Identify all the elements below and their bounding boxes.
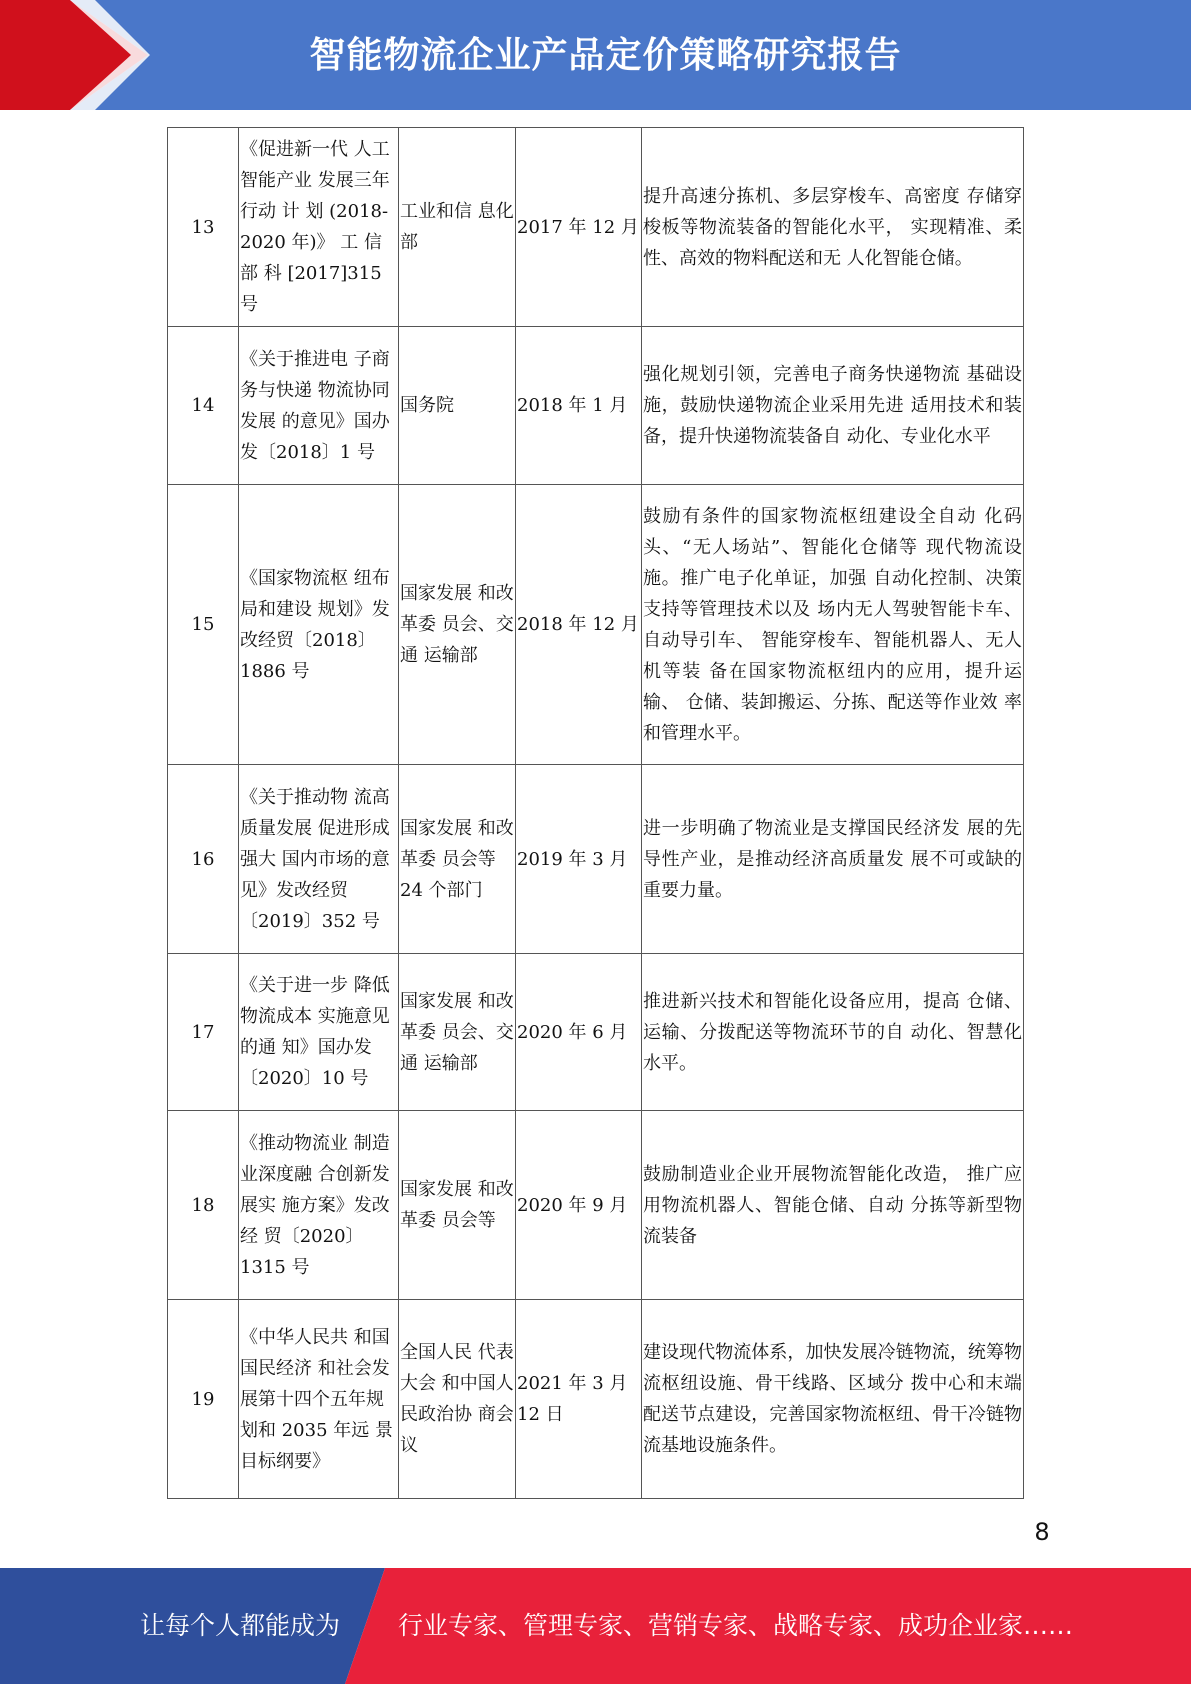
footer-slogan-left: 让每个人都能成为 bbox=[140, 1611, 341, 1640]
policy-content: 提升高速分拣机、多层穿梭车、高密度 存储穿梭板等物流装备的智能化水平， 实现精准、柔性、高效的物料配送和无 人化智能仓储。 bbox=[642, 128, 1024, 327]
policy-name: 《促进新一代 人工智能产业 发展三年行动 计 划 (2018-2020 年)》 工 信 部 科 [2017]315 号 bbox=[239, 128, 399, 327]
policy-name: 《推动物流业 制造业深度融 合创新发展实 施方案》发改经 贸〔2020〕1315 号 bbox=[239, 1111, 399, 1300]
issue-date: 2019 年 3 月 bbox=[516, 765, 642, 954]
issuing-body: 全国人民 代表大会 和中国人民政治协 商会议 bbox=[399, 1300, 516, 1499]
footer-slogan-right: 行业专家、管理专家、营销专家、战略专家、成功企业家…… bbox=[398, 1611, 1074, 1640]
issuing-body: 国家发展 和改革委 员会、交通 运输部 bbox=[399, 485, 516, 765]
table-row bbox=[168, 954, 1024, 1111]
policy-name: 《中华人民共 和国国民经济 和社会发展第十四个五年规 划和 2035 年远 景目标纲要》 bbox=[239, 1300, 399, 1499]
policy-name: 《关于推动物 流高质量发展 促进形成强大 国内市场的意 见》发改经贸〔2019〕352 号 bbox=[239, 765, 399, 954]
row-number: 13 bbox=[168, 128, 239, 327]
policy-name: 《关于推进电 子商务与快递 物流协同发展 的意见》国办发〔2018〕1 号 bbox=[239, 327, 399, 485]
page-number: 8 bbox=[1034, 1518, 1050, 1546]
issuing-body: 工业和信 息化部 bbox=[399, 128, 516, 327]
policy-name: 《国家物流枢 纽布局和建设 规划》发改经贸〔2018〕1886 号 bbox=[239, 485, 399, 765]
issuing-body: 国家发展 和改革委 员会等 24 个部门 bbox=[399, 765, 516, 954]
table-row bbox=[168, 327, 1024, 485]
row-number: 14 bbox=[168, 327, 239, 485]
policy-content: 建设现代物流体系，加快发展冷链物流，统筹物流枢纽设施、骨干线路、区域分 拨中心和末端配送节点建设，完善国家物流枢纽、骨干冷链物流基地设施条件。 bbox=[642, 1300, 1024, 1499]
issue-date: 2020 年 6 月 bbox=[516, 954, 642, 1111]
table-row bbox=[168, 128, 1024, 327]
issuing-body: 国务院 bbox=[399, 327, 516, 485]
page-footer bbox=[0, 1568, 1191, 1684]
issuing-body: 国家发展 和改革委 员会、交通 运输部 bbox=[399, 954, 516, 1111]
policy-content: 鼓励有条件的国家物流枢纽建设全自动 化码头、“无人场站”、智能化仓储等 现代物流设施。推广电子化单证，加强 自动化控制、决策支持等管理技术以及 场内无人驾驶智能卡车、自动导引车、 智能穿梭车、智能机器人、无人机等装 备在国家物流枢纽内的应用，提升运输、 仓储、装卸搬运、分拣、配送等作业效 率和管理水平。 bbox=[642, 485, 1024, 765]
issue-date: 2020 年 9 月 bbox=[516, 1111, 642, 1300]
policy-name: 《关于进一步 降低物流成本 实施意见的通 知》国办发〔2020〕10 号 bbox=[239, 954, 399, 1111]
row-number: 18 bbox=[168, 1111, 239, 1300]
policy-content: 推进新兴技术和智能化设备应用，提高 仓储、运输、分拨配送等物流环节的自 动化、智慧化水平。 bbox=[642, 954, 1024, 1111]
row-number: 16 bbox=[168, 765, 239, 954]
report-title: 智能物流企业产品定价策略研究报告 bbox=[309, 34, 902, 76]
policy-content: 鼓励制造业企业开展物流智能化改造， 推广应用物流机器人、智能仓储、自动 分拣等新型物流装备 bbox=[642, 1111, 1024, 1300]
issue-date: 2018 年 12 月 bbox=[516, 485, 642, 765]
policy-table bbox=[167, 127, 1024, 1499]
row-number: 19 bbox=[168, 1300, 239, 1499]
issuing-body: 国家发展 和改革委 员会等 bbox=[399, 1111, 516, 1300]
issue-date: 2017 年 12 月 bbox=[516, 128, 642, 327]
table-row bbox=[168, 1111, 1024, 1300]
table-row bbox=[168, 485, 1024, 765]
page-header bbox=[0, 0, 1191, 110]
row-number: 17 bbox=[168, 954, 239, 1111]
table-row bbox=[168, 765, 1024, 954]
policy-content: 进一步明确了物流业是支撑国民经济发 展的先导性产业，是推动经济高质量发 展不可或缺的重要力量。 bbox=[642, 765, 1024, 954]
policy-content: 强化规划引领，完善电子商务快递物流 基础设施，鼓励快递物流企业采用先进 适用技术和装备，提升快递物流装备自 动化、专业化水平 bbox=[642, 327, 1024, 485]
row-number: 15 bbox=[168, 485, 239, 765]
issue-date: 2021 年 3 月 12 日 bbox=[516, 1300, 642, 1499]
table-row bbox=[168, 1300, 1024, 1499]
issue-date: 2018 年 1 月 bbox=[516, 327, 642, 485]
